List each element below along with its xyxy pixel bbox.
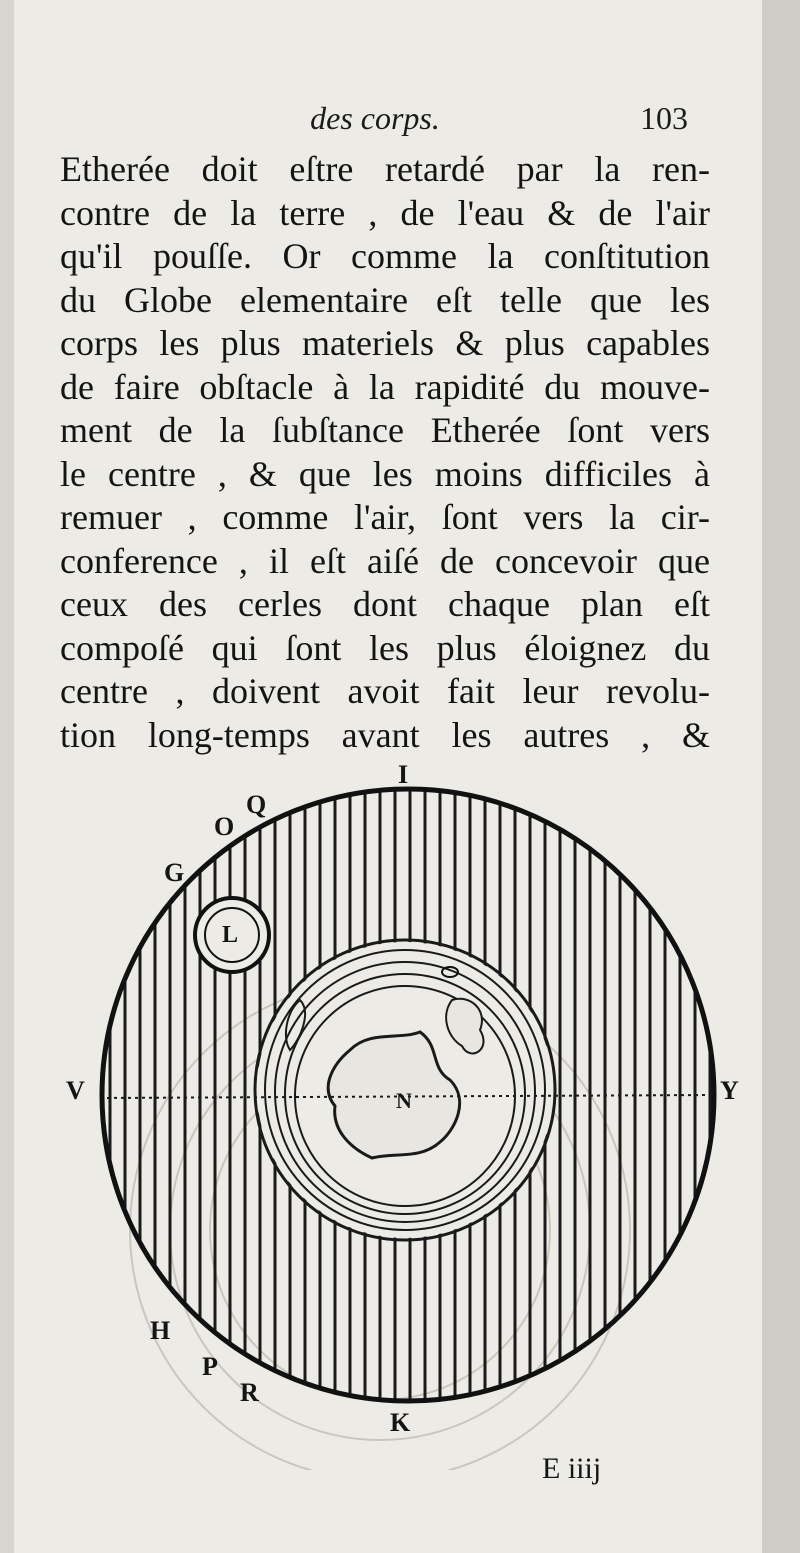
- label-r: R: [240, 1378, 259, 1407]
- signature-mark: E iiij: [542, 1452, 602, 1485]
- globe-diagram: [0, 750, 800, 1470]
- running-head: des corps.: [310, 100, 440, 136]
- text-line: Etherée doit eſtre retardé par la ren-: [60, 149, 710, 189]
- text-line: compoſé qui ſont les plus éloignez du: [60, 627, 710, 668]
- label-y: Y: [720, 1076, 739, 1105]
- text-line: conference , il eſt aiſé de concevoir que: [60, 540, 710, 581]
- text-line: tion long-temps avant les autres , &: [60, 714, 710, 755]
- text-line: de faire obſtacle à la rapidité du mouve-: [60, 366, 710, 407]
- label-o: O: [214, 812, 235, 841]
- page-number: 103: [640, 100, 688, 136]
- text-line: centre , doivent avoit fait leur revolu-: [60, 671, 710, 711]
- label-q: Q: [246, 790, 267, 819]
- label-i: I: [398, 760, 409, 789]
- label-g: G: [164, 858, 185, 887]
- text-line: remuer , comme l'air, ſont vers la cir-: [60, 497, 710, 537]
- text-line: qu'il pouſſe. Or comme la conſtitution: [60, 236, 710, 276]
- text-line: ceux des cerles dont chaque plan eſt: [60, 584, 710, 624]
- label-v: V: [66, 1076, 85, 1105]
- label-h: H: [150, 1316, 171, 1345]
- text-line: corps les plus materiels & plus capables: [60, 323, 710, 363]
- body-text: [60, 148, 710, 757]
- label-p: P: [202, 1352, 218, 1381]
- label-k: K: [390, 1408, 411, 1437]
- label-n: N: [396, 1088, 412, 1113]
- text-line: contre de la terre , de l'eau & de l'air: [60, 192, 710, 233]
- text-line: du Globe elementaire eſt telle que les: [60, 279, 710, 320]
- text-line: ment de la ſubſtance Etherée ſont vers: [60, 410, 710, 450]
- text-line: le centre , & que les moins difficiles à: [60, 453, 710, 494]
- label-l: L: [222, 922, 239, 948]
